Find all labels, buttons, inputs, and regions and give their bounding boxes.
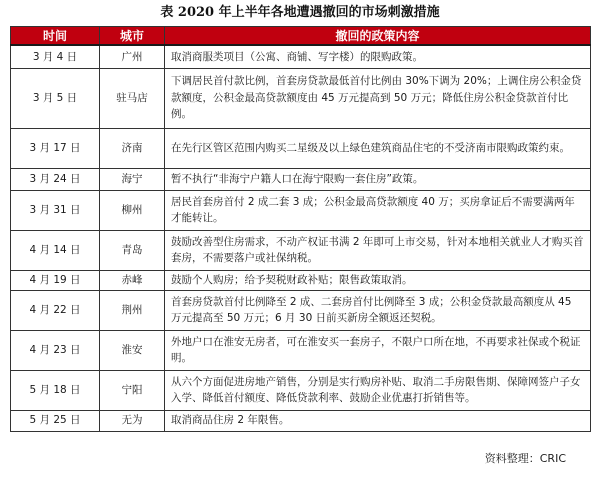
date-cell: 5 月 18 日 — [11, 370, 100, 410]
city-cell: 淮安 — [100, 330, 165, 370]
policy-cell: 鼓励个人购房；给予契税财政补贴；限售政策取消。 — [165, 270, 591, 290]
column-header-date: 时间 — [11, 27, 100, 46]
policy-withdrawal-table — [10, 26, 591, 432]
city-cell: 柳州 — [100, 190, 165, 230]
table-row — [11, 410, 591, 431]
table-row — [11, 128, 591, 168]
column-header-policy: 撤回的政策内容 — [165, 27, 591, 46]
date-cell: 4 月 19 日 — [11, 270, 100, 290]
policy-cell: 暂不执行“非海宁户籍人口在海宁限购一套住房”政策。 — [165, 168, 591, 190]
policy-cell: 外地户口在淮安无房者，可在淮安买一套房子，不限户口所在地，不再要求社保或个税证明。 — [165, 330, 591, 370]
policy-cell: 从六个方面促进房地产销售，分别是实行购房补贴、取消二手房限售期、保障网签户子女入学、降低首付额度、降低贷款利率、鼓励企业优惠打折销售等。 — [165, 370, 591, 410]
table-row — [11, 68, 591, 128]
table-row — [11, 45, 591, 68]
table-row — [11, 190, 591, 230]
policy-cell: 首套房贷款首付比例降至 2 成、二套房首付比例降至 3 成；公积金贷款最高额度从 45 万元提高至 50 万元；6 月 30 日前买新房全额返还契税。 — [165, 290, 591, 330]
source-note: 资料整理：CRIC — [484, 452, 566, 465]
date-cell: 4 月 14 日 — [11, 230, 100, 270]
column-header-city: 城市 — [100, 27, 165, 46]
city-cell: 无为 — [100, 410, 165, 431]
date-cell: 3 月 5 日 — [11, 68, 100, 128]
policy-cell: 在先行区管区范围内购买二星级及以上绿色建筑商品住宅的不受济南市限购政策约束。 — [165, 128, 591, 168]
date-cell: 3 月 17 日 — [11, 128, 100, 168]
policy-cell: 鼓励改善型住房需求，不动产权证书满 2 年即可上市交易，针对本地相关就业人才购买首套房，不需要落户或社保纳税。 — [165, 230, 591, 270]
date-cell: 3 月 4 日 — [11, 45, 100, 68]
city-cell: 济南 — [100, 128, 165, 168]
table-row — [11, 330, 591, 370]
table-title: 表 2020 年上半年各地遭遇撤回的市场刺激措施 — [160, 5, 440, 20]
city-cell: 广州 — [100, 45, 165, 68]
date-cell: 5 月 25 日 — [11, 410, 100, 431]
policy-cell: 取消商品住房 2 年限售。 — [165, 410, 591, 431]
policy-cell: 居民首套房首付 2 成二套 3 成；公积金最高贷款额度 40 万；买房拿证后不需要满两年才能转让。 — [165, 190, 591, 230]
table-row — [11, 290, 591, 330]
city-cell: 赤峰 — [100, 270, 165, 290]
date-cell: 3 月 31 日 — [11, 190, 100, 230]
policy-cell: 取消商服类项目（公寓、商铺、写字楼）的限购政策。 — [165, 45, 591, 68]
city-cell: 驻马店 — [100, 68, 165, 128]
table-row — [11, 270, 591, 290]
policy-cell: 下调居民首付款比例，首套房贷款最低首付比例由 30%下调为 20%；上调住房公积金贷款额度，公积金最高贷款额度由 45 万元提高到 50 万元；降低住房公积金贷款首付比例。 — [165, 68, 591, 128]
date-cell: 3 月 24 日 — [11, 168, 100, 190]
city-cell: 荆州 — [100, 290, 165, 330]
date-cell: 4 月 22 日 — [11, 290, 100, 330]
table-row — [11, 230, 591, 270]
date-cell: 4 月 23 日 — [11, 330, 100, 370]
table-header-row — [11, 27, 591, 46]
city-cell: 宁阳 — [100, 370, 165, 410]
city-cell: 海宁 — [100, 168, 165, 190]
city-cell: 青岛 — [100, 230, 165, 270]
table-row — [11, 168, 591, 190]
table-row — [11, 370, 591, 410]
